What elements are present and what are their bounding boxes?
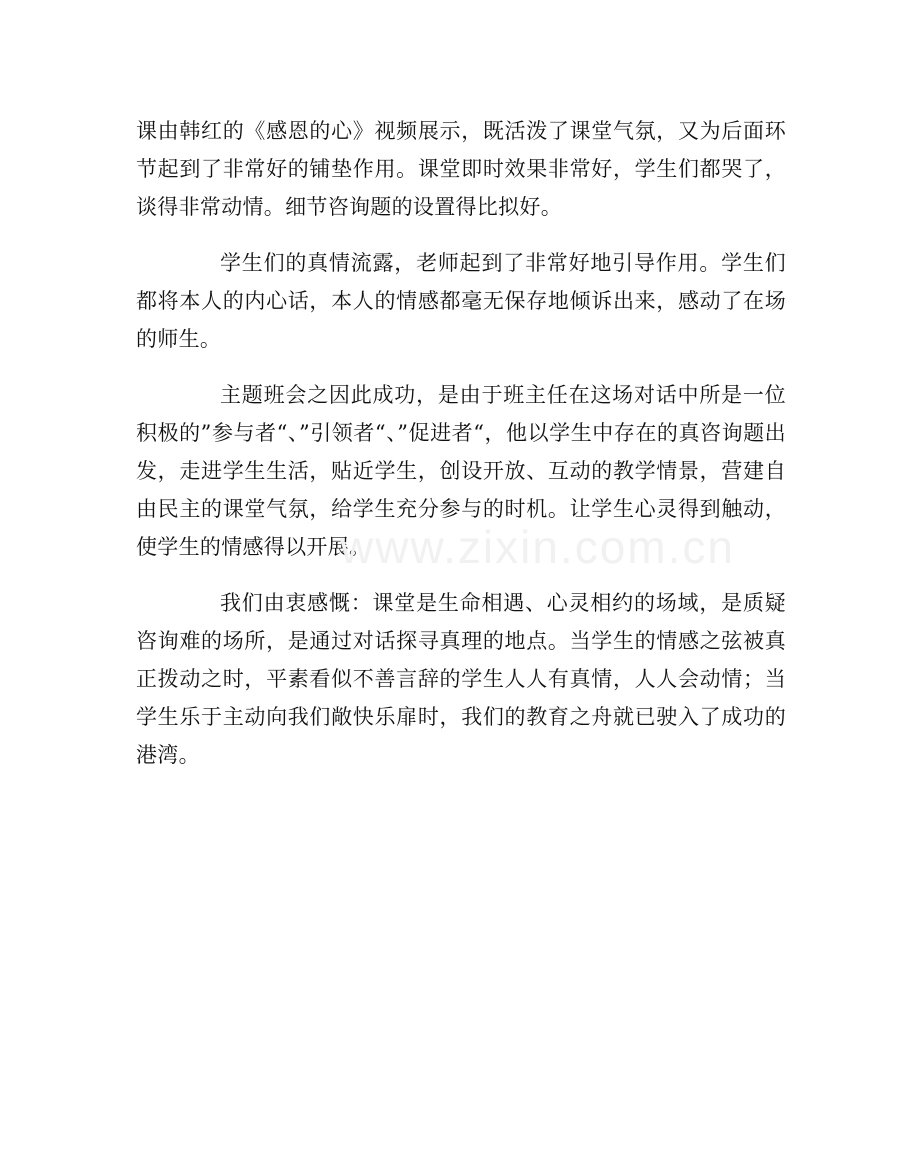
watermark: www.zixin.com.cn	[340, 521, 735, 573]
paragraph-4: 我们由衷感慨：课堂是生命相遇、心灵相约的场域，是质疑咨询难的场所，是通过对话探寻真理的地点。当学生的情感之弦被真正拨动之时，平素看似不善言辞的学生人人有真情，人人会动情；当学生乐于主动向我们敞快乐扉时，我们的教育之舟就已驶入了成功的港湾。	[136, 591, 786, 767]
paragraph-1: 课由韩红的《感恩的心》视频展示，既活泼了课堂气氛，又为后面环节起到了非常好的铺垫作用。课堂即时效果非常好，学生们都哭了，谈得非常动情。细节咨询题的设置得比拟好。	[136, 119, 786, 219]
paragraph-3: 主题班会之因此成功，是由于班主任在这场对话中所是一位积极的”参与者“、”引领者“、”促进者“，他以学生中存在的真咨询题出发，走进学生生活，贴近学生，创设开放、互动的教学情景，营建自由民主的课堂气氛，给学生充分参与的时机。让学生心灵得到触动，使学生的情感得以开展。	[136, 383, 786, 559]
document-body	[136, 112, 786, 792]
paragraph-2: 学生们的真情流露，老师起到了非常好地引导作用。学生们都将本人的内心话，本人的情感都毫无保存地倾诉出来，感动了在场的师生。	[136, 251, 786, 351]
